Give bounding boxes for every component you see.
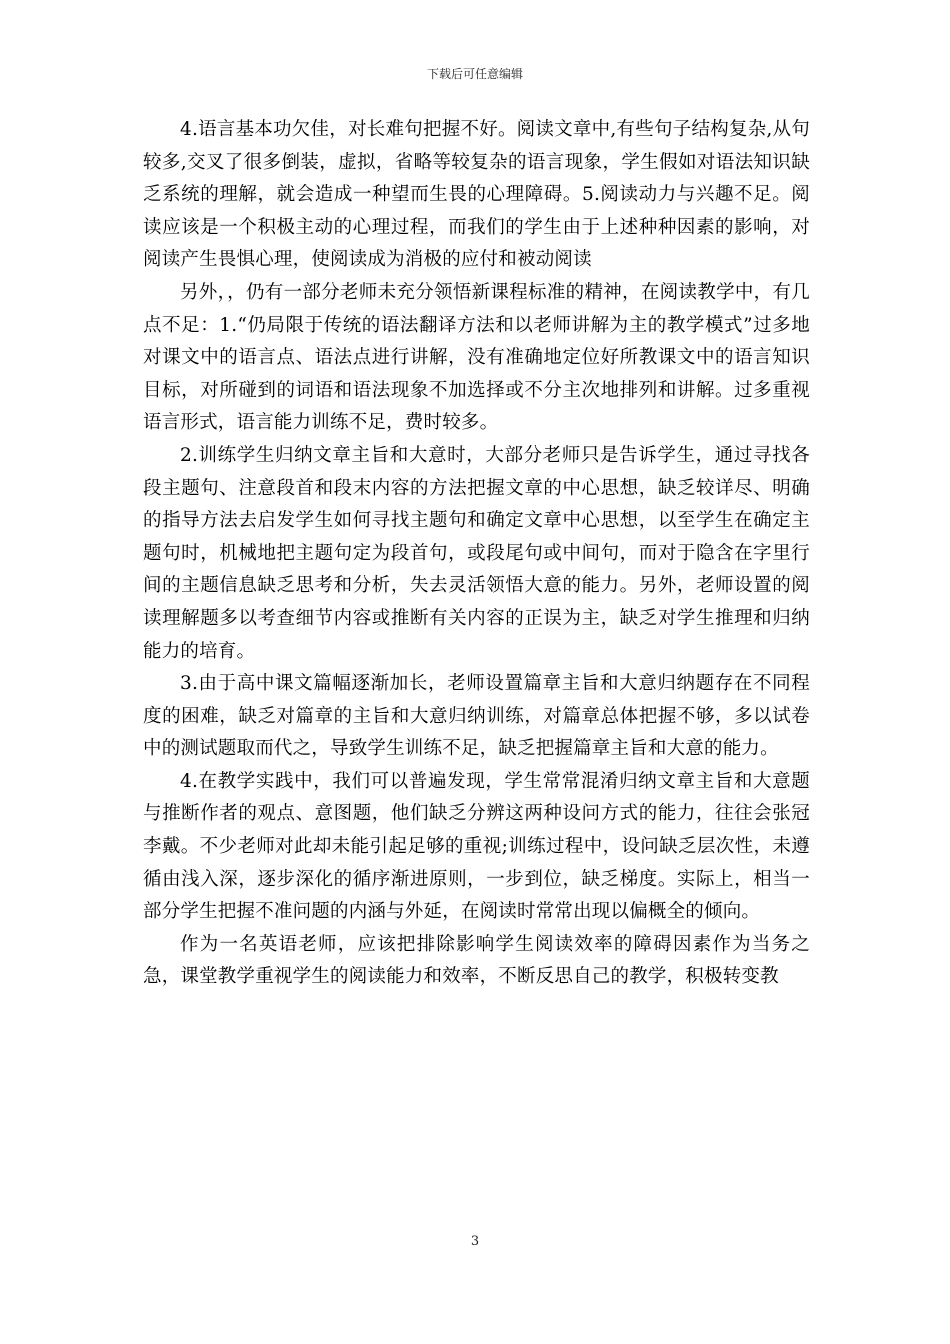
paragraph-language-basics: 4.语言基本功欠佳，对长难句把握不好。阅读文章中,有些句子结构复杂,从句较多,交叉了很多倒装，虚拟，省略等较复杂的语言现象，学生假如对语法知识缺乏系统的理解，就会造成一种望而生畏的心理障碍。5.阅读动力与兴趣不足。阅读应该是一个积极主动的心理过程，而我们的学生由于上述种种因素的影响，对阅读产生畏惧心理，使阅读成为消极的应付和被动阅读 bbox=[143, 119, 810, 271]
paragraph-main-idea-training: 2.训练学生归纳文章主旨和大意时，大部分老师只是告诉学生，通过寻找各段主题句、注意段首和段末内容的方法把握文章的中心思想，缺乏较详尽、明确的指导方法去启发学生如何寻找主题句和确定文章中心思想，以至学生在确定主题句时，机械地把主题句定为段首句，或段尾句或中间句，而对于隐含在字里行间的主题信息缺乏思考和分析，失去灵活领悟大意的能力。另外，老师设置的阅读理解题多以考查细节内容或推断有关内容的正误为主，缺乏对学生推理和归纳能力的培育。 bbox=[143, 444, 810, 662]
paragraph-teacher-shortcomings: 另外，，仍有一部分老师未充分领悟新课程标准的精神，在阅读教学中，有几点不足：1.“仍局限于传统的语法翻译方法和以老师讲解为主的教学模式”过多地对课文中的语言点、语法点进行讲解，没有准确地定位好所教课文中的语言知识目标，对所碰到的词语和语法现象不加选择或不分主次地排列和讲解。过多重视语言形式，语言能力训练不足，费时较多。 bbox=[143, 281, 810, 434]
page-number: 3 bbox=[470, 1234, 480, 1249]
paragraph-teacher-role: 作为一名英语老师，应该把排除影响学生阅读效率的障碍因素作为当务之急，课堂教学重视学生的阅读能力和效率，不断反思自己的教学，积极转变教 bbox=[143, 933, 810, 988]
page-header: 下载后可任意编辑 bbox=[426, 67, 523, 81]
document-body bbox=[143, 114, 810, 994]
paragraph-text-length: 3.由于高中课文篇幅逐渐加长，老师设置篇章主旨和大意归纳题存在不同程度的困难，缺乏对篇章的主旨和大意归纳训练，对篇章总体把握不够，多以试卷中的测试题取而代之，导致学生训练不足，缺乏把握篇章主旨和大意的能力。 bbox=[143, 673, 810, 760]
paragraph-teaching-practice: 4.在教学实践中，我们可以普遍发现，学生常常混淆归纳文章主旨和大意题与推断作者的观点、意图题，他们缺乏分辨这两种设问方式的能力，往往会张冠李戴。不少老师对此却未能引起足够的重视;训练过程中，设问缺乏层次性，未遵循由浅入深，逐步深化的循序渐进原则，一步到位，缺乏梯度。实际上，相当一部分学生把握不准问题的内涵与外延，在阅读时常常出现以偏概全的倾向。 bbox=[143, 770, 810, 923]
